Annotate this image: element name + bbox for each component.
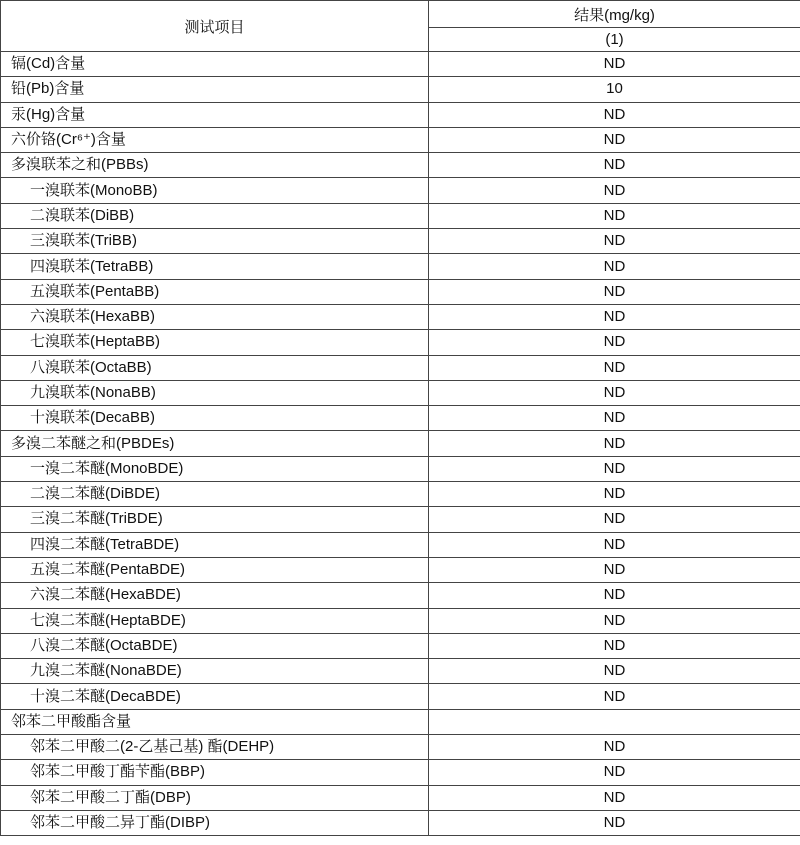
test-item-name: 二溴二苯醚(DiBDE) <box>1 482 429 507</box>
test-result-value: ND <box>429 431 800 456</box>
test-item-name: 六溴二苯醚(HexaBDE) <box>1 583 429 608</box>
table-row <box>1 532 800 557</box>
table-row <box>1 279 800 304</box>
table-row <box>1 760 800 785</box>
test-result-value: ND <box>429 456 800 481</box>
table-row <box>1 203 800 228</box>
table-row <box>1 102 800 127</box>
test-item-name: 铅(Pb)含量 <box>1 77 429 102</box>
table-header <box>1 1 800 52</box>
table-row <box>1 583 800 608</box>
column-header-test-item: 测试项目 <box>1 1 429 52</box>
table-row <box>1 659 800 684</box>
test-result-value: ND <box>429 608 800 633</box>
test-item-name: 镉(Cd)含量 <box>1 52 429 77</box>
table-row <box>1 77 800 102</box>
table-row <box>1 633 800 658</box>
test-item-name: 八溴二苯醚(OctaBDE) <box>1 633 429 658</box>
table-row <box>1 709 800 734</box>
test-item-name: 邻苯二甲酸二异丁酯(DIBP) <box>1 810 429 835</box>
test-item-name: 十溴二苯醚(DecaBDE) <box>1 684 429 709</box>
test-item-name: 一溴二苯醚(MonoBDE) <box>1 456 429 481</box>
test-item-name: 四溴联苯(TetraBB) <box>1 254 429 279</box>
table-row <box>1 431 800 456</box>
test-item-name: 三溴联苯(TriBB) <box>1 229 429 254</box>
test-item-name: 九溴联苯(NonaBB) <box>1 380 429 405</box>
test-item-name: 九溴二苯醚(NonaBDE) <box>1 659 429 684</box>
table-row <box>1 507 800 532</box>
table-row <box>1 330 800 355</box>
test-item-name: 邻苯二甲酸二(2-乙基己基) 酯(DEHP) <box>1 735 429 760</box>
table-row <box>1 557 800 582</box>
table-row <box>1 178 800 203</box>
test-item-name: 多溴联苯之和(PBBs) <box>1 153 429 178</box>
table-row <box>1 456 800 481</box>
table-row <box>1 153 800 178</box>
test-result-value: ND <box>429 178 800 203</box>
test-result-value: ND <box>429 380 800 405</box>
test-item-name: 七溴二苯醚(HeptaBDE) <box>1 608 429 633</box>
test-result-value: 10 <box>429 77 800 102</box>
test-item-name: 七溴联苯(HeptaBB) <box>1 330 429 355</box>
table-row <box>1 810 800 835</box>
test-item-name: 二溴联苯(DiBB) <box>1 203 429 228</box>
test-item-name: 多溴二苯醚之和(PBDEs) <box>1 431 429 456</box>
test-item-name: 邻苯二甲酸二丁酯(DBP) <box>1 785 429 810</box>
test-result-value: ND <box>429 229 800 254</box>
column-header-sample: (1) <box>429 28 800 52</box>
test-result-value: ND <box>429 406 800 431</box>
table-row <box>1 52 800 77</box>
table-row <box>1 127 800 152</box>
test-item-name: 一溴联苯(MonoBB) <box>1 178 429 203</box>
test-result-value: ND <box>429 557 800 582</box>
test-result-value: ND <box>429 203 800 228</box>
test-item-name: 六价铬(Cr⁶⁺)含量 <box>1 127 429 152</box>
table-row <box>1 355 800 380</box>
test-item-name: 三溴二苯醚(TriBDE) <box>1 507 429 532</box>
test-result-value: ND <box>429 659 800 684</box>
test-result-value: ND <box>429 52 800 77</box>
test-item-name: 五溴二苯醚(PentaBDE) <box>1 557 429 582</box>
test-result-value: ND <box>429 254 800 279</box>
table-row <box>1 608 800 633</box>
test-item-name: 六溴联苯(HexaBB) <box>1 304 429 329</box>
test-result-value: ND <box>429 482 800 507</box>
table-row <box>1 254 800 279</box>
column-header-result: 结果(mg/kg) <box>429 1 800 28</box>
table-row <box>1 229 800 254</box>
table-row <box>1 304 800 329</box>
test-result-value: ND <box>429 785 800 810</box>
test-result-value: ND <box>429 355 800 380</box>
test-result-value: ND <box>429 532 800 557</box>
test-item-name: 十溴联苯(DecaBB) <box>1 406 429 431</box>
test-result-value: ND <box>429 633 800 658</box>
test-result-value <box>429 709 800 734</box>
test-item-name: 五溴联苯(PentaBB) <box>1 279 429 304</box>
test-item-name: 邻苯二甲酸酯含量 <box>1 709 429 734</box>
test-item-name: 八溴联苯(OctaBB) <box>1 355 429 380</box>
test-result-value: ND <box>429 583 800 608</box>
test-result-value: ND <box>429 279 800 304</box>
test-result-value: ND <box>429 760 800 785</box>
test-result-value: ND <box>429 304 800 329</box>
test-item-name: 汞(Hg)含量 <box>1 102 429 127</box>
test-result-value: ND <box>429 684 800 709</box>
table-row <box>1 482 800 507</box>
table-body <box>1 52 800 836</box>
test-result-value: ND <box>429 735 800 760</box>
table-row <box>1 406 800 431</box>
test-item-name: 邻苯二甲酸丁酯苄酯(BBP) <box>1 760 429 785</box>
table-row <box>1 684 800 709</box>
test-result-value: ND <box>429 507 800 532</box>
test-result-value: ND <box>429 153 800 178</box>
test-item-name: 四溴二苯醚(TetraBDE) <box>1 532 429 557</box>
table-row <box>1 785 800 810</box>
test-result-value: ND <box>429 330 800 355</box>
test-result-value: ND <box>429 810 800 835</box>
table-row <box>1 735 800 760</box>
test-result-value: ND <box>429 102 800 127</box>
test-result-value: ND <box>429 127 800 152</box>
table-row <box>1 380 800 405</box>
